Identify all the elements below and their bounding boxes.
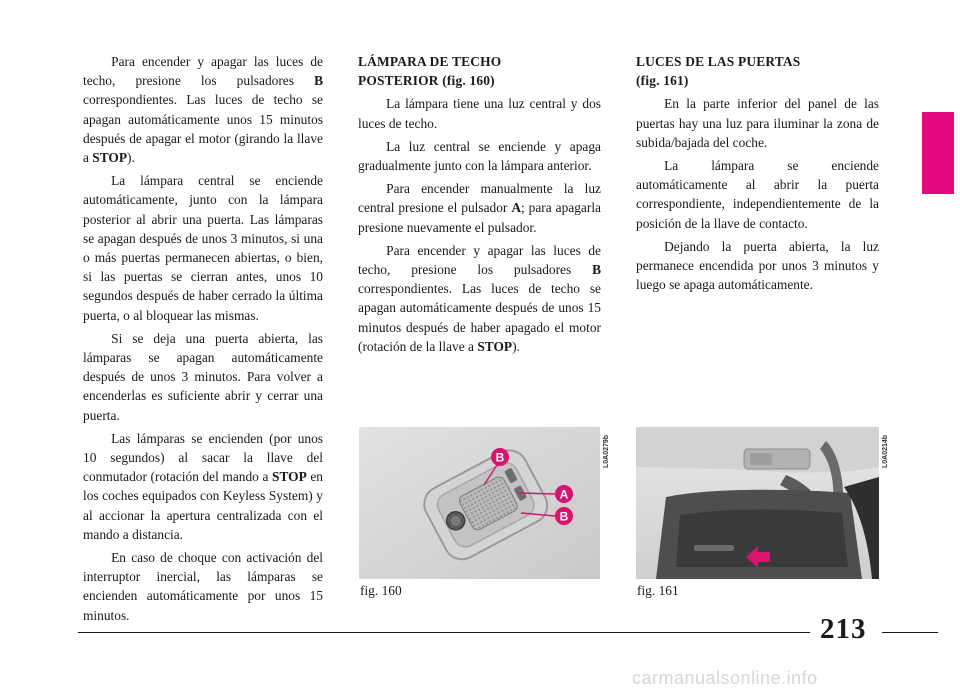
col2-paragraph-4: Para encender y apagar las luces de techo, presione los pulsadores B correspondientes. Las luces de techo se apagan automáticamente después de unos 15 minutos después de haber apagado el motor (rotación de la llave a STOP).	[358, 242, 601, 354]
svg-text:B: B	[559, 509, 569, 524]
col1-paragraph-2: La lámpara central se enciende automáticamente, junto con la lámpara posterior al abrir una puerta. Las lámparas se apagan después de unos 3 minutos, si una o más puertas permanecen abiertas, o bien, si las puertas se cierran antes, unos 10 segundos después de haber cerrado la última puerta, o al bloquear las mismas.	[83, 173, 323, 323]
figure-160-caption: fig. 160	[360, 583, 402, 598]
text-column-3	[636, 52, 879, 298]
section-tab-marker	[922, 112, 954, 194]
col3-paragraph-1: En la parte inferior del panel de las puertas hay una luz para iluminar la zona de subida/bajada del coche.	[636, 96, 879, 150]
label-badge-b-bottom	[555, 507, 573, 525]
courtesy-light	[694, 545, 734, 551]
svg-text:A: A	[559, 487, 569, 502]
col1-paragraph-1: Para encender y apagar las luces de techo, presione los pulsadores B correspondientes. Las luces de techo se apagan automáticamente unos 15 minutos después de apagar el motor (girando la llave a STOP).	[83, 54, 323, 166]
section-heading-rear-lamp: LÁMPARA DE TECHO POSTERIOR (fig. 160)	[358, 54, 502, 89]
col2-paragraph-1: La lámpara tiene una luz central y dos luces de techo.	[358, 96, 601, 131]
label-badge-a	[555, 485, 573, 503]
col1-paragraph-5: En caso de choque con activación del interruptor inercial, las lámparas se encienden automáticamente por unos 15 minutos.	[83, 550, 323, 623]
footer-rule-right	[882, 632, 938, 633]
figure-160-code: L0A0279b	[603, 434, 610, 468]
rear-lamp-illustration	[359, 427, 600, 579]
figure-161-code: L0A0214b	[882, 434, 889, 468]
footer-rule-left	[78, 632, 810, 633]
col1-paragraph-4: Las lámparas se encienden (por unos 10 segundos) al sacar la llave del conmutador (rotación del mando a STOP en los coches equipados con Keyless System) y al accionar la apertura centralizada con el mando a distancia.	[83, 430, 323, 542]
figure-161-caption: fig. 161	[637, 583, 679, 598]
watermark: carmanualsonline.info	[632, 668, 818, 688]
col3-paragraph-2: La lámpara se enciende automáticamente al abrir la puerta correspondiente, independientemente de la posición de la llave de contacto.	[636, 158, 879, 231]
svg-text:B: B	[495, 450, 505, 465]
door-panel-illustration	[636, 427, 879, 579]
figure-160-rear-lamp-photo	[359, 427, 600, 579]
section-heading-door-lights: LUCES DE LAS PUERTAS (fig. 161)	[636, 54, 801, 89]
page-number: 213	[820, 613, 867, 645]
figure-161-door-panel-photo	[636, 427, 879, 579]
col1-paragraph-3: Si se deja una puerta abierta, las lámparas se apagan automáticamente después de unos 3 minutos. Para volver a encenderlas es suficiente abrir y cerrar una puerta.	[83, 330, 323, 423]
col3-paragraph-3: Dejando la puerta abierta, la luz permanece encendida por unos 3 minutos y luego se apaga automáticamente.	[636, 238, 879, 293]
col2-paragraph-3: Para encender manualmente la luz central presione el pulsador A; para apagarla presione nuevamente el pulsador.	[358, 181, 601, 235]
label-badge-b-top	[491, 448, 509, 466]
col2-paragraph-2: La luz central se enciende y apaga gradualmente junto con la lámpara anterior.	[358, 138, 601, 174]
text-column-1	[83, 52, 323, 629]
text-column-2	[358, 52, 601, 360]
